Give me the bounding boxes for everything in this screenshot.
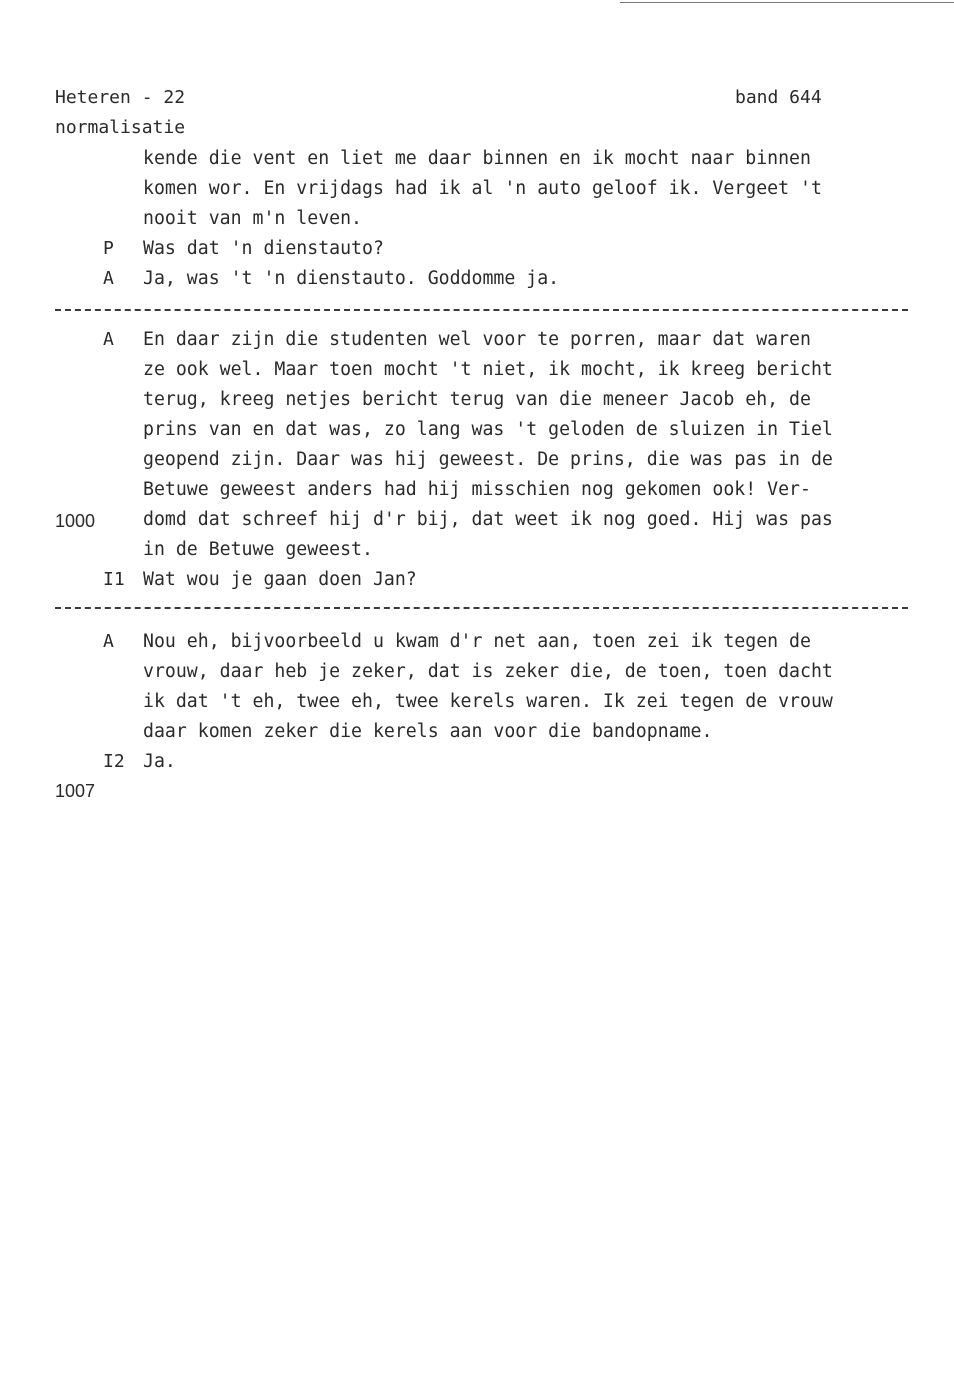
- transcript-line: prins van en dat was, zo lang was 't geloden de sluizen in Tiel: [143, 419, 833, 440]
- speaker-label: I2: [103, 751, 125, 772]
- speaker-label: P: [103, 238, 114, 259]
- separator-line: [55, 607, 908, 609]
- transcript-line: nooit van m'n leven.: [143, 208, 362, 229]
- transcript-block: [143, 747, 176, 777]
- page-subtitle: normalisatie: [55, 117, 186, 138]
- transcript-line: Betuwe geweest anders had hij misschien nog gekomen ook! Ver-: [143, 479, 811, 500]
- transcript-line: terug, kreeg netjes bericht terug van die meneer Jacob eh, de: [143, 389, 811, 410]
- transcript-block: [143, 234, 384, 264]
- band-number: band 644: [735, 87, 822, 108]
- transcript-line: domd dat schreef hij d'r bij, dat weet ik nog goed. Hij was pas: [143, 509, 833, 530]
- transcript-line: Nou eh, bijvoorbeeld u kwam d'r net aan, toen zei ik tegen de: [143, 631, 811, 652]
- transcript-block-continuation: [143, 144, 822, 234]
- top-edge-line: [620, 2, 954, 3]
- speaker-label: A: [103, 329, 114, 350]
- speaker-label: I1: [103, 569, 125, 590]
- transcript-line: Wat wou je gaan doen Jan?: [143, 569, 417, 590]
- speaker-label: A: [103, 631, 114, 652]
- page-title: Heteren - 22: [55, 87, 186, 108]
- transcript-block: [143, 565, 417, 595]
- transcript-line: daar komen zeker die kerels aan voor die bandopname.: [143, 721, 713, 742]
- transcript-line: geopend zijn. Daar was hij geweest. De prins, die was pas in de: [143, 449, 833, 470]
- transcript-block: [143, 627, 833, 747]
- transcript-line: Was dat 'n dienstauto?: [143, 238, 384, 259]
- transcript-line: Ja.: [143, 751, 176, 772]
- transcript-line: En daar zijn die studenten wel voor te porren, maar dat waren: [143, 329, 811, 350]
- transcript-line: komen wor. En vrijdags had ik al 'n auto geloof ik. Vergeet 't: [143, 178, 822, 199]
- transcript-block: [143, 264, 559, 294]
- transcript-line: kende die vent en liet me daar binnen en ik mocht naar binnen: [143, 148, 811, 169]
- transcript-line: Ja, was 't 'n dienstauto. Goddomme ja.: [143, 268, 560, 289]
- line-number: 1007: [55, 781, 96, 801]
- transcript-line: vrouw, daar heb je zeker, dat is zeker die, de toen, toen dacht: [143, 661, 833, 682]
- transcript-line: in de Betuwe geweest.: [143, 539, 373, 560]
- speaker-label: A: [103, 268, 114, 289]
- line-number: 1000: [55, 511, 96, 531]
- separator-line: [55, 309, 908, 311]
- transcript-block: [143, 325, 833, 565]
- transcript-line: ik dat 't eh, twee eh, twee kerels waren. Ik zei tegen de vrouw: [143, 691, 833, 712]
- transcript-line: ze ook wel. Maar toen mocht 't niet, ik mocht, ik kreeg bericht: [143, 359, 833, 380]
